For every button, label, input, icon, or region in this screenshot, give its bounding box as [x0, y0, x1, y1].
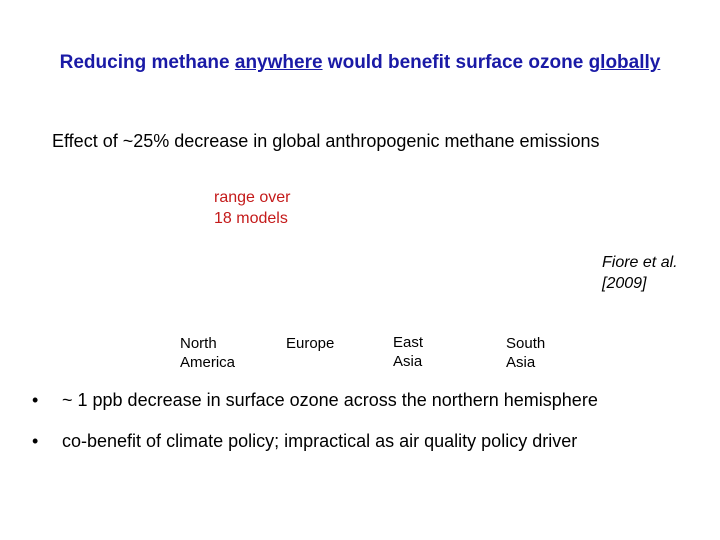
title-part-2: would benefit surface ozone	[322, 52, 589, 73]
slide-title	[0, 52, 720, 74]
region-label-europe	[286, 334, 334, 353]
bullet-dot-icon: •	[32, 431, 39, 451]
region-label-line-2: America	[180, 354, 236, 371]
region-label-line-1: Europe	[286, 335, 335, 352]
bullet-item	[32, 390, 598, 411]
citation	[602, 252, 678, 294]
range-note-line-2: 18 models	[214, 210, 288, 227]
region-label-line-1: South	[506, 335, 546, 352]
title-emphasis-anywhere: anywhere	[234, 52, 323, 73]
region-label-line-2: Asia	[506, 354, 536, 371]
citation-line-1: Fiore et al.	[602, 254, 678, 271]
range-note	[214, 187, 291, 229]
bullet-dot-icon: •	[32, 390, 39, 410]
region-label-south-asia	[506, 334, 545, 372]
bullet-text: co-benefit of climate policy; impractical as air quality policy driver	[62, 431, 578, 451]
bullet-text: ~ 1 ppb decrease in surface ozone across the northern hemisphere	[62, 390, 598, 410]
region-label-east-asia	[393, 333, 423, 371]
region-label-line-2: Asia	[393, 353, 423, 370]
range-note-line-1: range over	[214, 189, 291, 206]
title-part-1: Reducing methane	[59, 52, 235, 73]
title-emphasis-globally: globally	[588, 52, 661, 73]
region-label-line-1: North	[180, 335, 217, 352]
region-label-north-america	[180, 334, 235, 372]
region-label-line-1: East	[393, 334, 424, 351]
citation-line-2: [2009]	[602, 275, 647, 292]
bullet-item	[32, 431, 577, 452]
figure-subtitle: Effect of ~25% decrease in global anthropogenic methane emissions	[52, 131, 600, 151]
